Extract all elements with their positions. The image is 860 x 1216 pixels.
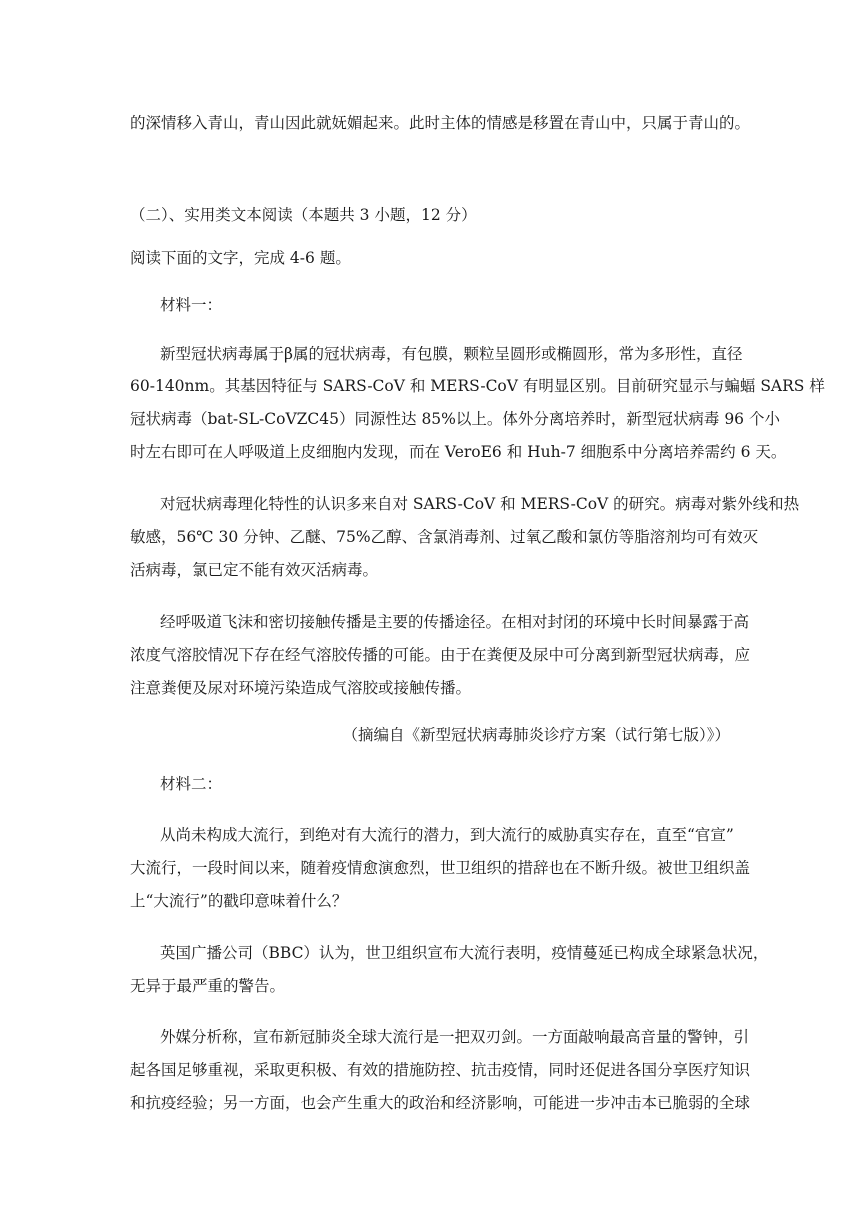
- paragraph-line: 从尚未构成大流行，到绝对有大流行的潜力，到大流行的威胁真实存在，直至“官宣”: [160, 826, 734, 844]
- paragraph-line: 经呼吸道飞沫和密切接触传播是主要的传播途径。在相对封闭的环境中长时间暴露于高: [160, 613, 750, 631]
- paragraph-line: 起各国足够重视，采取更积极、有效的措施防控、抗击疫情，同时还促进各国分享医疗知识: [130, 1061, 751, 1079]
- paragraph-line: 的深情移入青山，青山因此就妩媚起来。此时主体的情感是移置在青山中，只属于青山的。: [130, 114, 751, 132]
- paragraph-line: 活病毒，氯已定不能有效灭活病毒。: [130, 561, 379, 579]
- paragraph-line: 时左右即可在人呼吸道上皮细胞内发现，而在 VeroE6 和 Huh-7 细胞系中分离培养需约 6 天。: [130, 443, 787, 461]
- paragraph-line: 新型冠状病毒属于β属的冠状病毒，有包膜，颗粒呈圆形或椭圆形，常为多形性，直径: [160, 345, 743, 363]
- paragraph-line: 冠状病毒（bat-SL-CoVZC45）同源性达 85%以上。体外分离培养时，新型冠状病毒 96 个小: [130, 410, 780, 428]
- paragraph-line: 英国广播公司（BBC）认为，世卫组织宣布大流行表明，疫情蔓延已构成全球紧急状况，: [160, 944, 769, 962]
- instruction-text: 阅读下面的文字，完成 4-6 题。: [130, 249, 351, 267]
- material-two-label: 材料二：: [160, 775, 223, 793]
- paragraph-line: 对冠状病毒理化特性的认识多来自对 SARS-CoV 和 MERS-CoV 的研究。病毒对紫外线和热: [160, 495, 800, 513]
- material-one-label: 材料一：: [160, 296, 223, 314]
- paragraph-line: 60-140nm。其基因特征与 SARS-CoV 和 MERS-CoV 有明显区别。目前研究显示与蝙蝠 SARS 样: [130, 377, 825, 395]
- paragraph-line: 和抗疫经验；另一方面，也会产生重大的政治和经济影响，可能进一步冲击本已脆弱的全球: [130, 1094, 751, 1112]
- paragraph-line: 浓度气溶胶情况下存在经气溶胶传播的可能。由于在粪便及尿中可分离到新型冠状病毒，应: [130, 646, 751, 664]
- paragraph-line: 无异于最严重的警告。: [130, 977, 286, 995]
- paragraph-line: 外媒分析称，宣布新冠肺炎全球大流行是一把双刃剑。一方面敲响最高音量的警钟，引: [160, 1028, 750, 1046]
- paragraph-line: 大流行，一段时间以来，随着疫情愈演愈烈，世卫组织的措辞也在不断升级。被世卫组织盖: [130, 859, 751, 877]
- source-citation: （摘编自《新型冠状病毒肺炎诊疗方案（试行第七版）》）: [342, 726, 730, 744]
- paragraph-line: 注意粪便及尿对环境污染造成气溶胶或接触传播。: [130, 679, 472, 697]
- section-title: （二）、实用类文本阅读（本题共 3 小题，12 分）: [130, 206, 477, 224]
- paragraph-line: 上“大流行”的戳印意味着什么？: [130, 892, 348, 910]
- paragraph-line: 敏感，56℃ 30 分钟、乙醚、75%乙醇、含氯消毒剂、过氧乙酸和氯仿等脂溶剂均可有效灭: [130, 528, 759, 546]
